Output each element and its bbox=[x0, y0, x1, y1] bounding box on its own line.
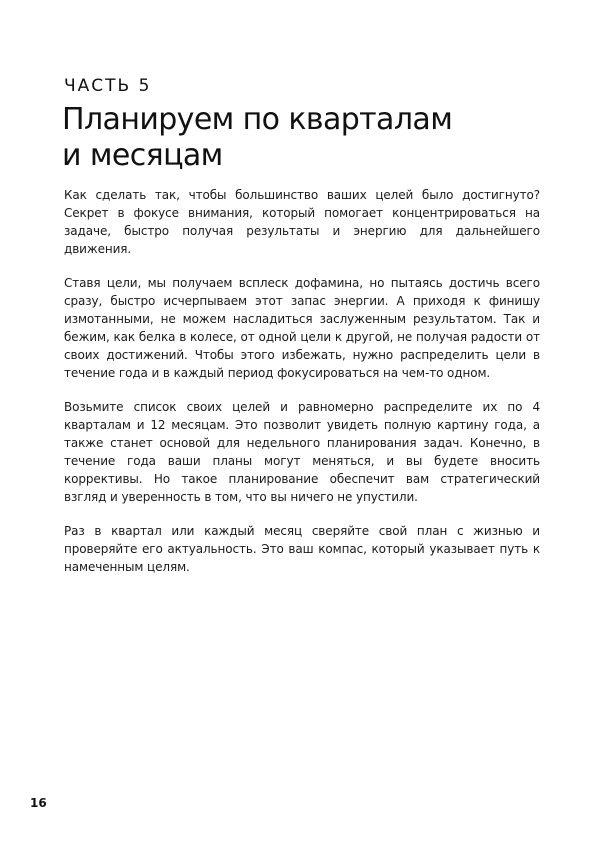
paragraph-4: Раз в квартал или каждый месяц сверяйте свой план с жизнью и проверяйте его актуальность. Это ваш компас, который указывает путь к намеченным целям. bbox=[64, 524, 540, 574]
title-line-2: и месяцам bbox=[62, 138, 223, 173]
part-label: ЧАСТЬ 5 bbox=[64, 76, 152, 96]
paragraph-3: Возьмите список своих целей и равномерно распределите их по 4 кварталам и 12 месяцам. Это позволит увидеть полную картину года, а также станет основой для недельного планирования задач. Конечно, в течение года ваши планы могут меняться, и вы будете вносить коррективы. Но такое планирование обеспечит вам стратегический взгляд и уверенность в том, что вы ничего не упустили. bbox=[64, 400, 540, 504]
page-number: 16 bbox=[30, 796, 47, 810]
page-title bbox=[62, 102, 542, 174]
paragraph-1: Как сделать так, чтобы большинство ваших целей было достигнуто? Секрет в фокусе внимания, который помогает концентрироваться на задаче, быстро получая результаты и энергию для дальнейшего движения. bbox=[64, 188, 540, 256]
paragraph-2: Ставя цели, мы получаем всплеск дофамина, но пытаясь достичь всего сразу, быстро исчерпываем этот запас энергии. А приходя к финишу измотанными, не можем насладиться заслуженным результатом. Так и бежим, как белка в колесе, от одной цели к другой, не получая радости от своих достижений. Чтобы этого избежать, нужно распределить цели в течение года и в каждый период фокусироваться на чем-то одном. bbox=[64, 276, 540, 380]
body-text bbox=[64, 186, 540, 592]
title-line-1: Планируем по кварталам bbox=[62, 102, 453, 137]
